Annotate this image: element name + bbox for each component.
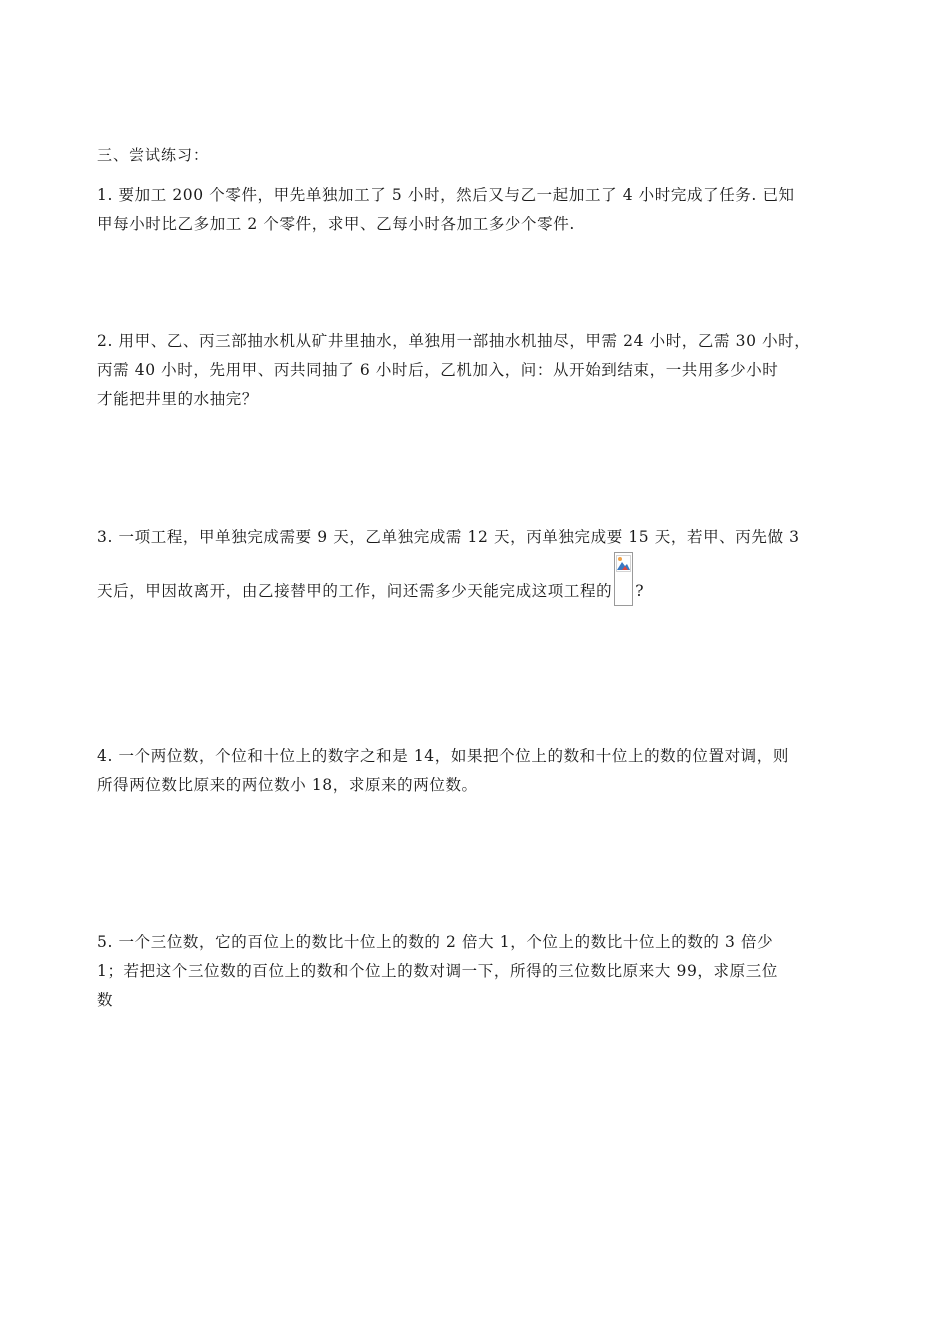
problem-1-line-1: 1. 要加工 200 个零件，甲先单独加工了 5 小时，然后又与乙一起加工了 4 小时完成了任务. 已知 <box>97 186 795 204</box>
problem-3-line-2-text: 天后，甲因故离开，由乙接替甲的工作，问还需多少天能完成这项工程的 <box>97 582 613 600</box>
problem-2-line-3: 才能把井里的水抽完？ <box>97 390 259 408</box>
problem-1 <box>97 181 857 239</box>
broken-image-icon <box>614 552 633 606</box>
problem-5 <box>97 928 857 1015</box>
problem-2-line-2: 丙需 40 小时，先用甲、丙共同抽了 6 小时后，乙机加入，问：从开始到结束，一共用多少小时 <box>97 361 779 379</box>
broken-image-glyph <box>616 555 631 573</box>
problem-2-line-1: 2. 用甲、乙、丙三部抽水机从矿井里抽水，单独用一部抽水机抽尽，甲需 24 小时，乙需 30 小时， <box>97 332 811 350</box>
problem-2 <box>97 327 857 414</box>
problem-5-line-2: 1；若把这个三位数的百位上的数和个位上的数对调一下，所得的三位数比原来大 99，求原三位 <box>97 962 778 980</box>
problem-3-line-2-end: ? <box>635 582 645 600</box>
problem-4-line-1: 4. 一个两位数，个位和十位上的数字之和是 14，如果把个位上的数和十位上的数的位置对调，则 <box>97 747 789 765</box>
problem-3 <box>97 523 857 606</box>
problem-3-line-2 <box>97 552 857 606</box>
problem-3-line-1: 3. 一项工程，甲单独完成需要 9 天，乙单独完成需 12 天，丙单独完成要 15 天，若甲、丙先做 3 <box>97 528 800 546</box>
problem-5-line-3: 数 <box>97 991 114 1009</box>
problem-4-line-2: 所得两位数比原来的两位数小 18，求原来的两位数。 <box>97 776 478 794</box>
problem-4 <box>97 742 857 800</box>
problem-5-line-1: 5. 一个三位数，它的百位上的数比十位上的数的 2 倍大 1，个位上的数比十位上的数的 3 倍少 <box>97 933 774 951</box>
section-title: 三、尝试练习： <box>97 146 210 164</box>
problem-1-line-2: 甲每小时比乙多加工 2 个零件，求甲、乙每小时各加工多少个零件. <box>97 215 575 233</box>
